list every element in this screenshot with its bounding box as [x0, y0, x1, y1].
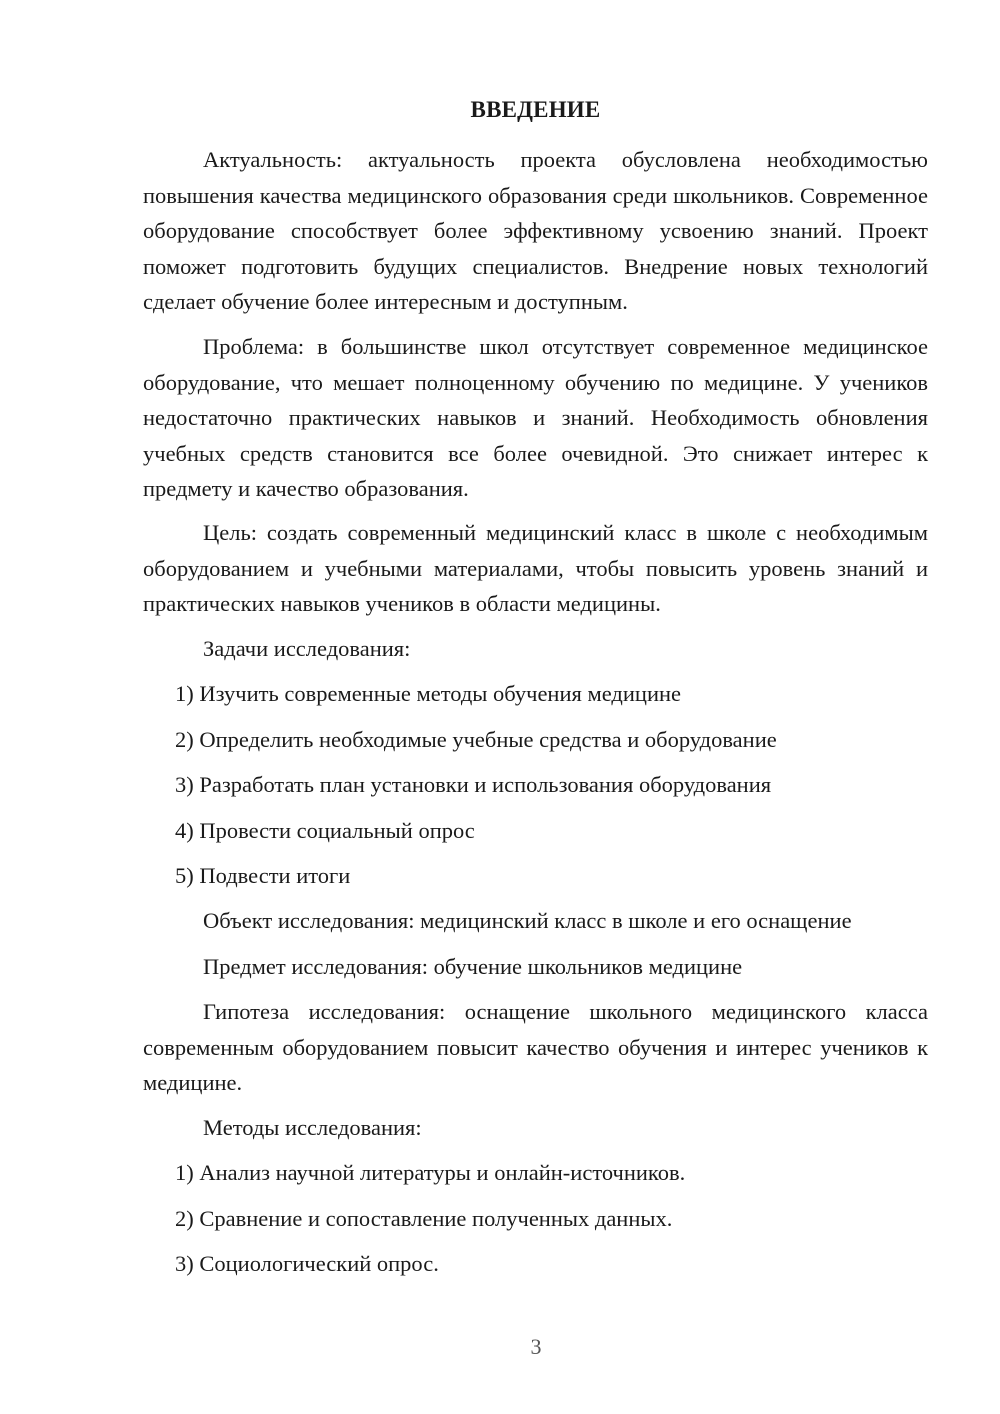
method-item-3: 3) Социологический опрос. [175, 1251, 439, 1276]
method-item-2: 2) Сравнение и сопоставление полученных данных. [175, 1206, 673, 1231]
paragraph-hypothesis: Гипотеза исследования: оснащение школьного медицинского класса современным оборудованием повысит качество обучения и интерес учеников к медицине. [143, 999, 928, 1095]
research-subject: Предмет исследования: обучение школьников медицине [203, 954, 743, 979]
methods-heading: Методы исследования: [203, 1115, 422, 1140]
research-object: Объект исследования: медицинский класс в школе и его оснащение [203, 908, 852, 933]
task-item-4: 4) Провести социальный опрос [175, 818, 475, 843]
section-title: ВВЕДЕНИЕ [470, 97, 601, 122]
task-item-1: 1) Изучить современные методы обучения медицине [175, 681, 682, 706]
task-item-3: 3) Разработать план установки и использования оборудования [175, 772, 772, 797]
page-number: 3 [530, 1334, 542, 1359]
task-item-2: 2) Определить необходимые учебные средства и оборудование [175, 727, 777, 752]
task-item-5: 5) Подвести итоги [175, 863, 351, 888]
paragraph-problem: Проблема: в большинстве школ отсутствует современное медицинское оборудование, что мешает полноценному обучению по медицине. У учеников недостаточно практических навыков и знаний. Необходимость обновления учебных средств становится все более очевидной. Это снижает интерес к предмету и качество образования. [143, 334, 928, 501]
tasks-heading: Задачи исследования: [203, 636, 411, 661]
paragraph-goal: Цель: создать современный медицинский класс в школе с необходимым оборудованием и учебными материалами, чтобы повысить уровень знаний и практических навыков учеников в области медицины. [143, 520, 928, 616]
paragraph-relevance: Актуальность: актуальность проекта обусловлена необходимостью повышения качества медицинского образования среди школьников. Современное оборудование способствует более эффективному усвоению знаний. Проект поможет подготовить будущих специалистов. Внедрение новых технологий сделает обучение более интересным и доступным. [143, 147, 928, 314]
method-item-1: 1) Анализ научной литературы и онлайн-источников. [175, 1160, 686, 1185]
